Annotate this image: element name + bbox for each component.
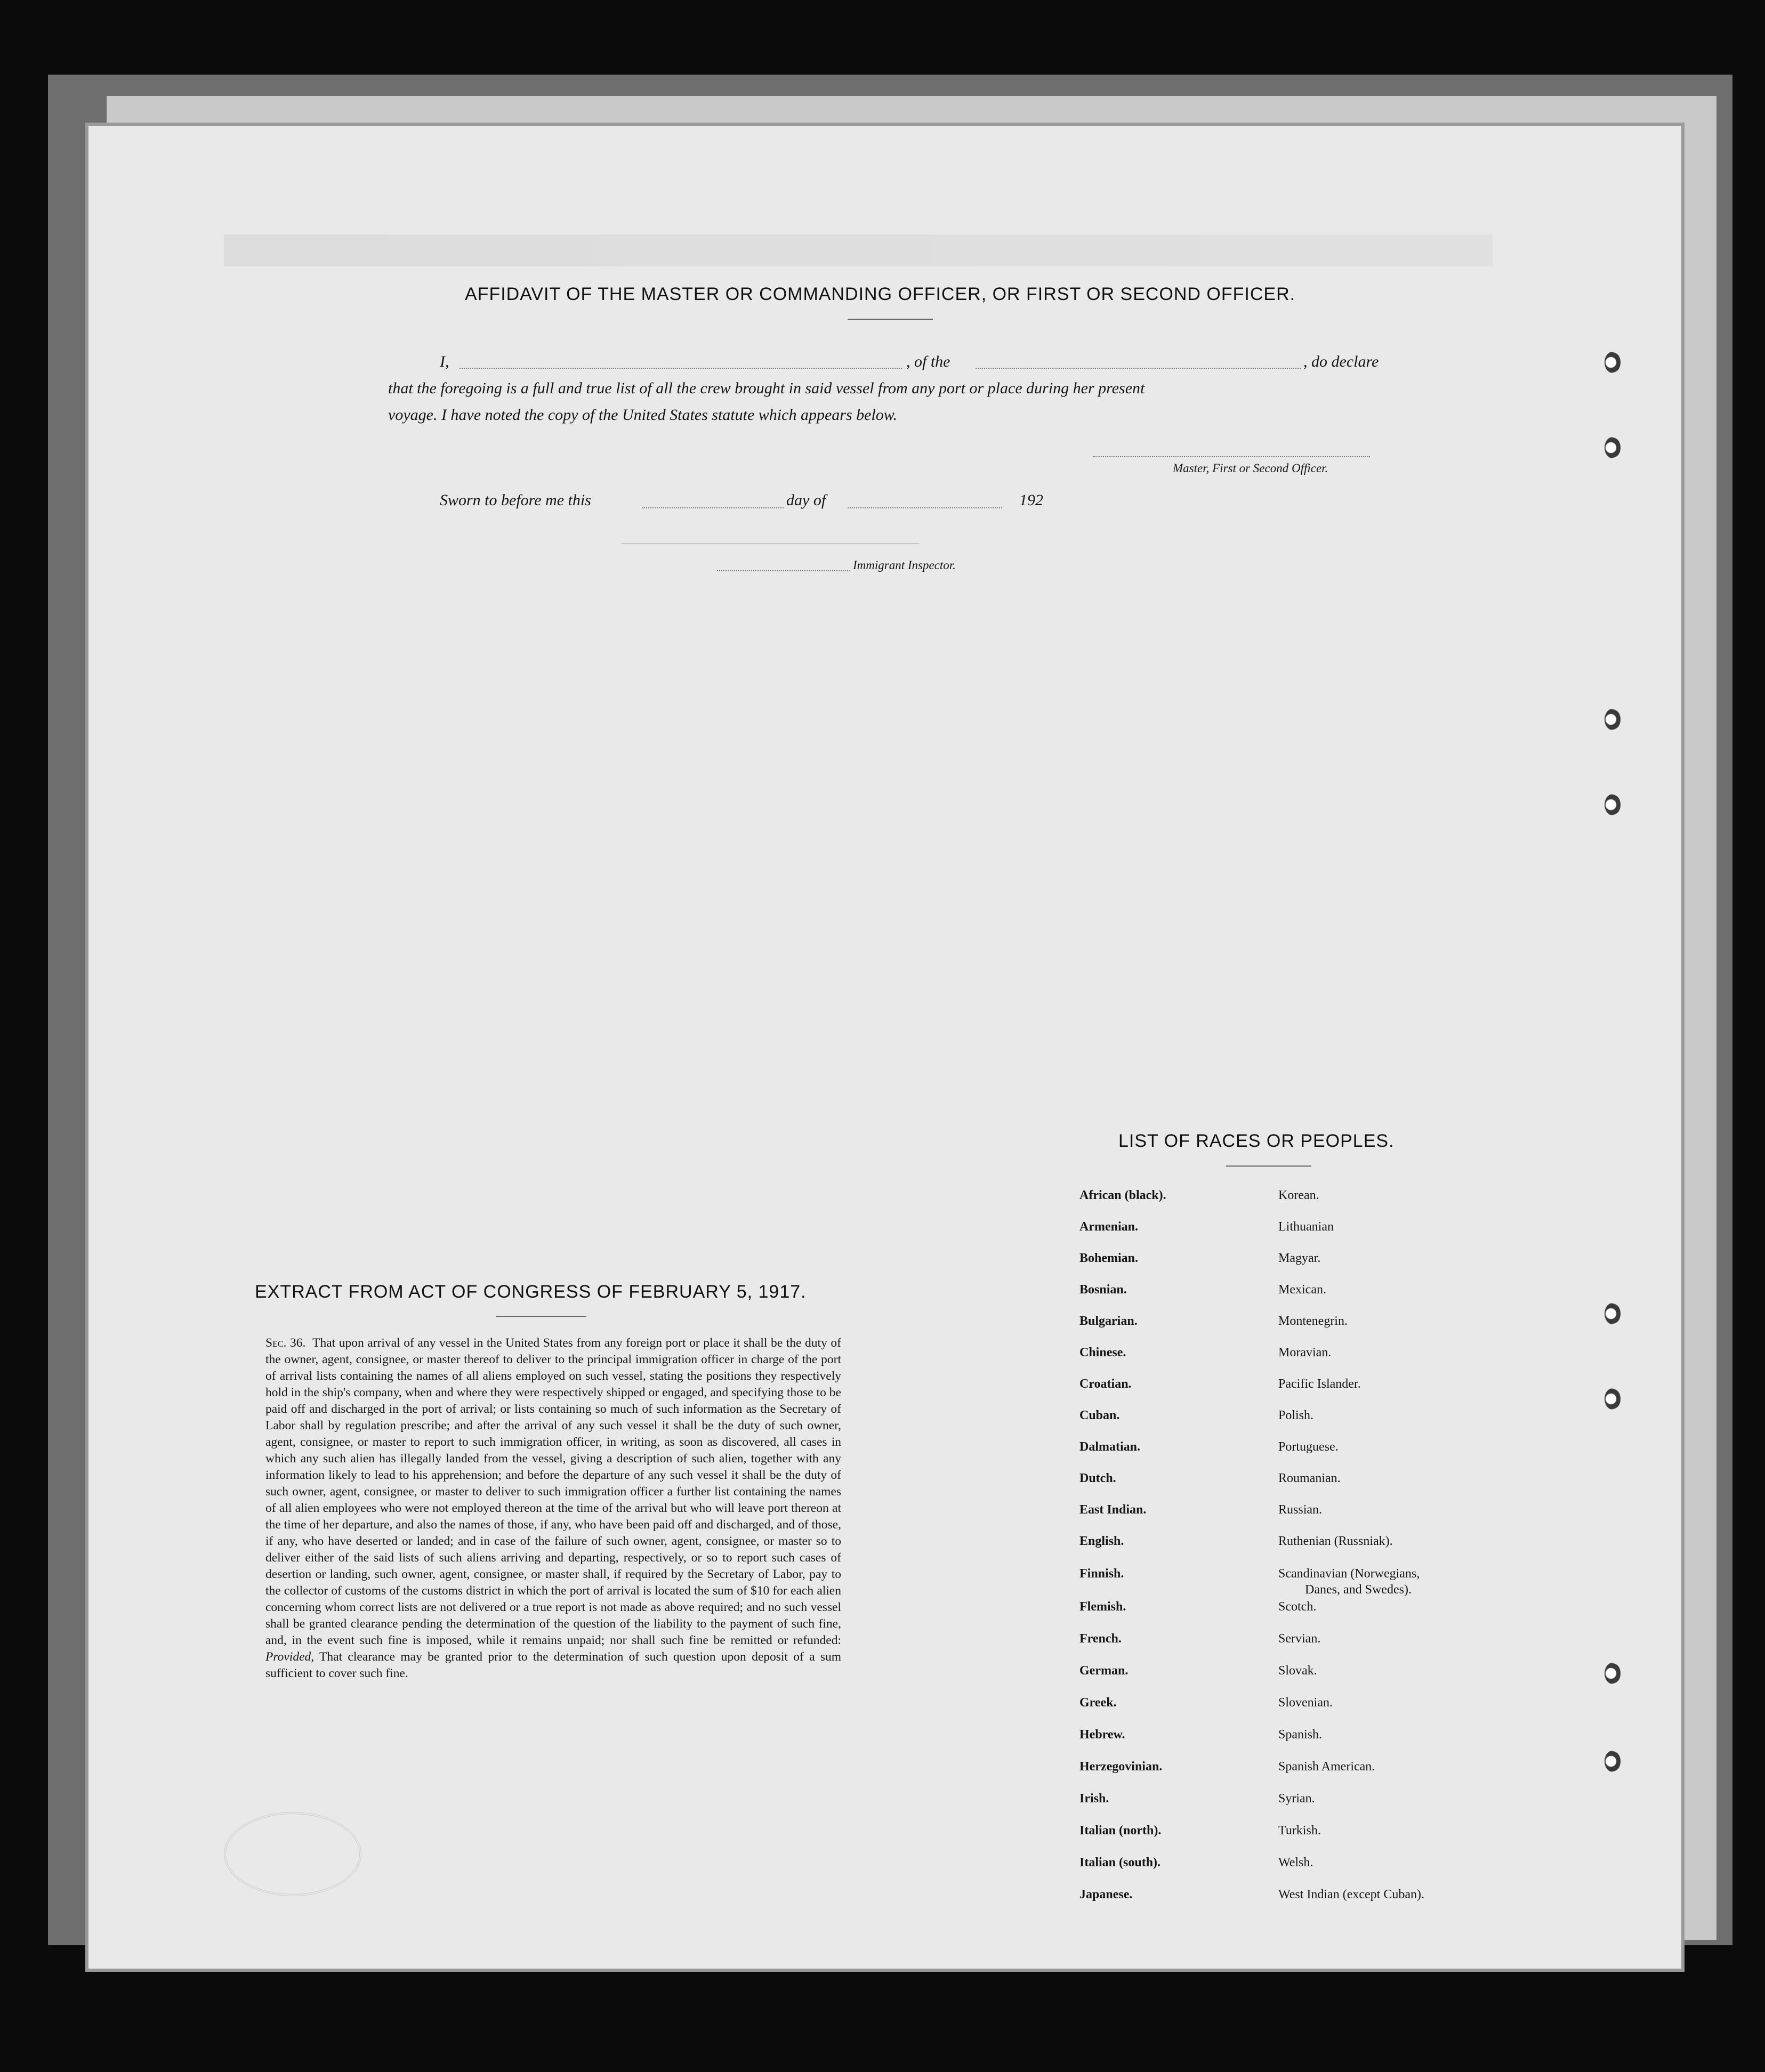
affidavit-title-rule	[848, 319, 933, 320]
extract-body	[265, 1335, 841, 1682]
race-item: Hebrew.	[1079, 1728, 1125, 1742]
race-item: Lithuanian	[1278, 1220, 1334, 1234]
signature-label: Master, First or Second Officer.	[1173, 462, 1328, 475]
race-item: Bosnian.	[1079, 1283, 1127, 1297]
inspector-signature-field[interactable]	[717, 570, 850, 571]
affidavit-line-2: that the foregoing is a full and true list of all the crew brought in said vessel from any port or place during her present	[388, 379, 1145, 397]
race-item: Turkish.	[1278, 1824, 1321, 1838]
race-item: Russian.	[1278, 1503, 1323, 1517]
master-name-field[interactable]	[460, 368, 902, 369]
race-item: Italian (north).	[1079, 1824, 1162, 1838]
race-item: French.	[1079, 1632, 1122, 1646]
race-item: Ruthenian (Russniak).	[1278, 1534, 1393, 1548]
bleed-through-shadow	[224, 234, 1493, 266]
year-text: 192	[1019, 491, 1043, 509]
race-item: Dutch.	[1079, 1471, 1116, 1485]
race-item: West Indian (except Cuban).	[1278, 1888, 1424, 1901]
day-of-text: day of	[786, 491, 826, 509]
master-signature-field[interactable]	[1093, 456, 1370, 457]
race-item: Herzegovinian.	[1079, 1760, 1163, 1774]
affidavit-i: I,	[440, 353, 449, 370]
race-item: Bohemian.	[1079, 1251, 1139, 1265]
race-item: Spanish American.	[1278, 1760, 1375, 1774]
race-item: Roumanian.	[1278, 1471, 1341, 1485]
binder-hole-icon	[1605, 709, 1621, 730]
race-item: Moravian.	[1278, 1346, 1332, 1359]
race-item: Italian (south).	[1079, 1856, 1161, 1869]
race-item: Slovak.	[1278, 1664, 1317, 1678]
race-item: Syrian.	[1278, 1792, 1315, 1806]
race-item: Finnish.	[1079, 1567, 1124, 1581]
affidavit-line-3: voyage. I have noted the copy of the United States statute which appears below.	[388, 406, 898, 424]
race-item: Scotch.	[1278, 1600, 1317, 1614]
extract-text-2: That clearance may be granted prior to the determination of such question upon deposit of a sum sufficient to cover such fine.	[265, 1650, 842, 1680]
affidavit-declare: , do declare	[1303, 353, 1379, 370]
race-item: Korean.	[1278, 1188, 1319, 1202]
binder-hole-icon	[1605, 794, 1621, 815]
race-item: Chinese.	[1079, 1346, 1126, 1359]
race-item: Croatian.	[1079, 1377, 1132, 1391]
race-item: Mexican.	[1278, 1283, 1326, 1297]
race-item: Cuban.	[1079, 1409, 1120, 1422]
race-item: Bulgarian.	[1079, 1314, 1138, 1328]
vessel-name-field[interactable]	[976, 368, 1301, 369]
sworn-day-field[interactable]	[642, 507, 784, 508]
race-item: Servian.	[1278, 1632, 1321, 1646]
section-label: Sec. 36.	[265, 1336, 306, 1350]
binder-hole-icon	[1605, 1663, 1621, 1684]
race-item: Montenegrin.	[1278, 1314, 1348, 1328]
race-item: Slovenian.	[1278, 1696, 1333, 1710]
race-item: German.	[1079, 1664, 1129, 1678]
faint-stamp	[224, 1812, 361, 1896]
affidavit-of-the: , of the	[906, 353, 950, 370]
race-item: Dalmatian.	[1079, 1440, 1140, 1454]
inspector-label: Immigrant Inspector.	[853, 559, 956, 572]
extract-provided: Provided,	[265, 1650, 315, 1664]
race-item: English.	[1079, 1534, 1124, 1548]
binder-hole-icon	[1605, 1388, 1621, 1410]
binder-hole-icon	[1605, 352, 1621, 373]
document-page	[85, 123, 1685, 1972]
race-item: Scandinavian (Norwegians,	[1278, 1567, 1420, 1581]
sworn-text: Sworn to before me this	[440, 491, 591, 509]
sworn-month-field[interactable]	[848, 507, 1002, 508]
extract-title-rule	[496, 1316, 586, 1317]
race-item: Spanish.	[1278, 1728, 1323, 1742]
races-title-rule	[1226, 1166, 1311, 1167]
affidavit-title: AFFIDAVIT OF THE MASTER OR COMMANDING OFFICER, OR FIRST OR SECOND OFFICER.	[465, 284, 1296, 304]
race-item: Pacific Islander.	[1278, 1377, 1361, 1391]
race-item: Japanese.	[1079, 1888, 1133, 1901]
binder-hole-icon	[1605, 437, 1621, 458]
race-item: Irish.	[1079, 1792, 1109, 1806]
binder-hole-icon	[1605, 1303, 1621, 1324]
race-item: African (black).	[1079, 1188, 1166, 1202]
races-title: LIST OF RACES OR PEOPLES.	[1118, 1131, 1395, 1151]
race-item: Flemish.	[1079, 1600, 1126, 1614]
race-item: Greek.	[1079, 1696, 1117, 1710]
binder-hole-icon	[1605, 1751, 1621, 1772]
race-item: East Indian.	[1079, 1503, 1147, 1517]
extract-text-1: That upon arrival of any vessel in the United States from any foreign port or place it shall be the duty of the owner, agent, consignee, or master thereof to deliver to the principal immigration officer in charge of the port of arrival lists containing the names of all aliens employed on such vessel, stating the positions they respectively hold in the ship's company, when and where they were respectively shipped or engaged, and specifying those to be paid off and discharged in the port of arrival; or lists containing so much of such information as the Secretary of Labor shall by regulation prescribe; and after the arrival of any such vessel it shall be the duty of such owner, agent, consignee, or master to report to such immigration officer, in writing, as soon as discovered, all cases in which any such alien has illegally landed from the vessel, giving a description of such alien, together with any information likely to lead to his apprehension; and before the departure of any such vessel it shall be the duty of such owner, agent, consignee, or master to deliver to such immigration officer a further list containing the names of all alien employees who were not employed thereon at the time of the arrival but who will leave port thereon at the time of her departure, and also the names of those, if any, who have been paid off and discharged, and of those, if any, who have deserted or landed; and in case of the failure of such owner, agent, consignee, or master so to deliver either of the said lists of such aliens arriving and departing, respectively, or so to report such cases of desertion or landing, such owner, agent, consignee, or master shall, if required by the Secretary of Labor, pay to the collector of customs of the customs district in which the port of arrival is located the sum of $10 for each alien concerning whom correct lists are not delivered or a true report is not made as above required; and no such vessel shall be granted clearance pending the determination of the question of the liability to the payment of such fine, and, in the event such fine is imposed, while it remains unpaid; nor shall such fine be remitted or refunded:	[265, 1336, 842, 1647]
race-item-continuation: Danes, and Swedes).	[1305, 1583, 1412, 1597]
race-item: Magyar.	[1278, 1251, 1321, 1265]
race-item: Armenian.	[1079, 1220, 1138, 1234]
race-item: Portuguese.	[1278, 1440, 1339, 1454]
race-item: Welsh.	[1278, 1856, 1313, 1869]
extract-title: EXTRACT FROM ACT OF CONGRESS OF FEBRUARY 5, 1917.	[255, 1282, 807, 1302]
race-item: Polish.	[1278, 1409, 1314, 1422]
